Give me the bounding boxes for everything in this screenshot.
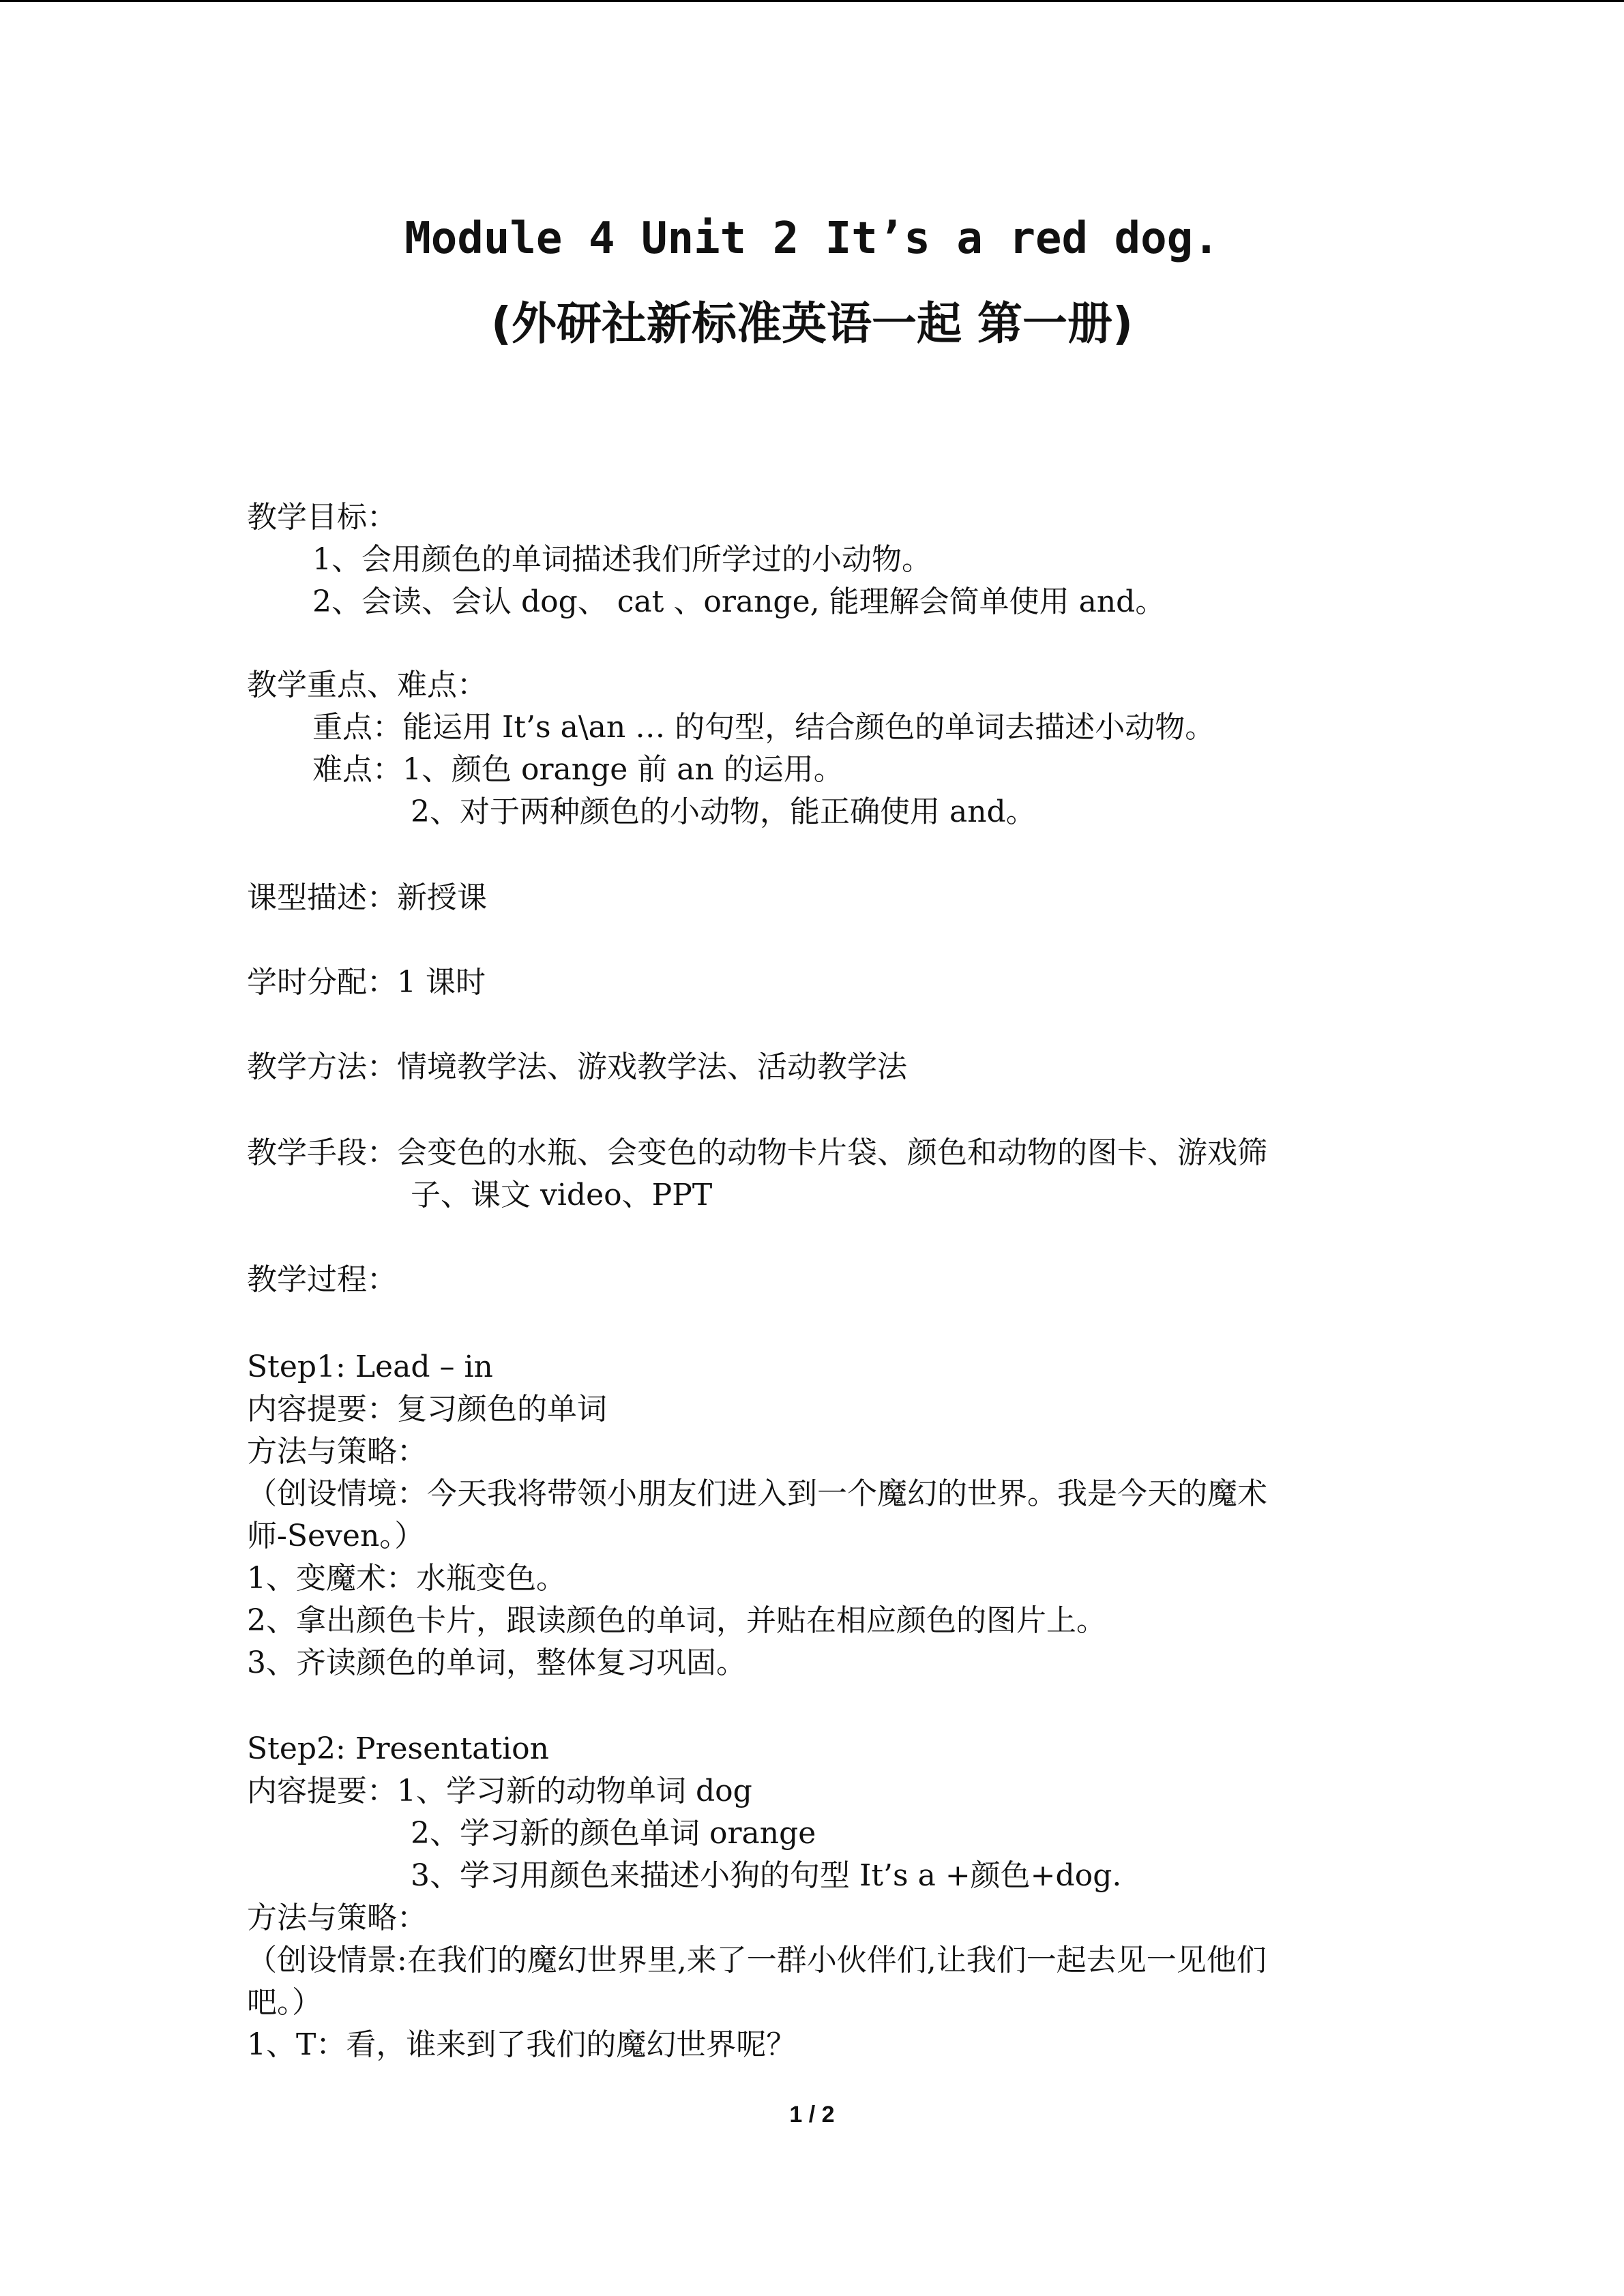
- doc-title: Module 4 Unit 2 It’s a red dog.: [404, 213, 1220, 264]
- step1-content: 内容提要：复习颜色的单词: [247, 1392, 607, 1427]
- objective-item: 2、会读、会认 dog、 cat 、orange, 能理解会简单使用 and。: [312, 584, 1166, 619]
- lesson-type: 课型描述：新授课: [247, 880, 487, 915]
- top-border: [0, 0, 1624, 2]
- key-points-heading: 教学重点、难点：: [247, 668, 487, 702]
- step2-title: Step2: Presentation: [247, 1731, 549, 1766]
- step2-item: 1、T：看，谁来到了我们的魔幻世界呢？: [247, 2027, 797, 2062]
- step1-scenario-cont: 师-Seven。）: [247, 1519, 425, 1553]
- difficulty-point: 难点：1、颜色 orange 前 an 的运用。: [312, 752, 844, 787]
- difficulty-point: 2、对于两种颜色的小动物，能正确使用 and。: [411, 794, 1036, 829]
- step1-item: 1、变魔术：水瓶变色。: [247, 1561, 566, 1596]
- step2-strategy-heading: 方法与策略：: [247, 1900, 427, 1935]
- doc-subtitle: (外研社新标准英语一起 第一册): [490, 297, 1134, 350]
- step1-title: Step1: Lead – in: [247, 1350, 493, 1384]
- process-heading: 教学过程：: [247, 1262, 397, 1297]
- page-number: 1 / 2: [789, 2102, 835, 2128]
- step1-strategy-heading: 方法与策略：: [247, 1434, 427, 1469]
- step2-content: 3、学习用颜色来描述小狗的句型 It’s a +颜色+dog.: [411, 1858, 1122, 1893]
- step2-content: 内容提要：1、学习新的动物单词 dog: [247, 1774, 752, 1808]
- step1-item: 2、拿出颜色卡片，跟读颜色的单词，并贴在相应颜色的图片上。: [247, 1603, 1106, 1638]
- teaching-means-cont: 子、课文 video、PPT: [411, 1178, 713, 1212]
- teaching-methods: 教学方法：情境教学法、游戏教学法、活动教学法: [247, 1049, 907, 1084]
- step2-scenario: （创设情景:在我们的魔幻世界里,来了一群小伙伴们,让我们一起去见一见他们: [247, 1943, 1267, 1978]
- teaching-means: 教学手段：会变色的水瓶、会变色的动物卡片袋、颜色和动物的图卡、游戏筛: [247, 1135, 1267, 1170]
- step1-item: 3、齐读颜色的单词，整体复习巩固。: [247, 1645, 746, 1680]
- time-allocation: 学时分配：1 课时: [247, 965, 486, 1000]
- focus-point: 重点：能运用 It’s a\an … 的句型，结合颜色的单词去描述小动物。: [312, 710, 1215, 745]
- step2-content: 2、学习新的颜色单词 orange: [411, 1816, 816, 1851]
- objectives-heading: 教学目标：: [247, 500, 397, 535]
- step1-scenario: （创设情境：今天我将带领小朋友们进入到一个魔幻的世界。我是今天的魔术: [247, 1476, 1267, 1511]
- step2-scenario-cont: 吧。）: [247, 1985, 322, 2020]
- objective-item: 1、会用颜色的单词描述我们所学过的小动物。: [312, 542, 932, 577]
